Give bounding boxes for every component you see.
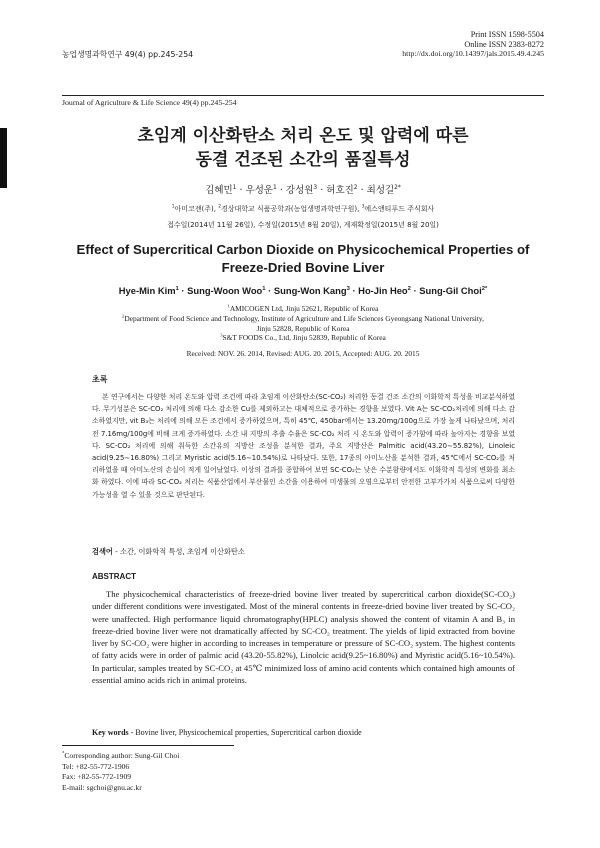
author-sup: 2* (481, 285, 488, 292)
header-rule (62, 95, 544, 96)
author-sup: 1 (175, 285, 179, 292)
print-issn: Print ISSN 1598-5504 (470, 30, 544, 39)
author-name: Sung-Woon Woo (187, 285, 263, 296)
keywords-label: 검색어 (92, 547, 113, 556)
keywords-label: Key words (92, 728, 129, 737)
aff-sup: 2 (218, 204, 221, 210)
author-name: Sung-Won Kang (273, 285, 347, 296)
journal-title-english: Journal of Agriculture & Life Science 49(4) pp.245-254 (62, 98, 237, 107)
author-name: 김혜민 (205, 185, 233, 196)
author-sup: 1 (232, 184, 237, 191)
author-sup: 2 (353, 184, 358, 191)
english-affiliations (62, 304, 544, 343)
korean-title (62, 124, 544, 172)
aff-text: 에스앤티푸드 주식회사 (364, 205, 435, 213)
keywords-text: - 소간, 이화학적 특성, 초임계 이산화탄소 (112, 547, 245, 556)
english-keywords (92, 728, 362, 737)
corresponding-author: *Corresponding author: Sung-Gil Choi (62, 751, 180, 760)
english-authors: Hye-Min Kim$^1$ · Sung-Woon Woo$^1$ · Sung-Won Kang$^3$ · Ho-Jin Heo$^2$ · Sung-Gil Choi$^{2*}$ (118, 285, 488, 296)
affiliation-2-cont: Jinju 52828, Republic of Korea (256, 323, 350, 333)
author-sup: 3 (346, 285, 350, 292)
english-title-line2: Freeze-Dried Bovine Liver (221, 260, 385, 275)
author-name: 최성길 (366, 185, 395, 196)
author-sup: 2 (407, 285, 411, 292)
affiliation-2: $^2$Department of Food Science and Technology, Institute of Agriculture and Life Sciences Gyeongsang National University, (122, 313, 484, 323)
author-name: 강성원 (285, 185, 314, 196)
author-name: 우성운 (245, 185, 274, 196)
footnote-email[interactable]: E-mail: sgchoi@gnu.ac.kr (62, 782, 142, 792)
affiliation-3: $^3$S&T FOODS Co., Ltd, Jinju 52839, Republic of Korea (220, 332, 386, 343)
korean-abstract-heading: 초록 (92, 375, 108, 384)
journal-header (62, 49, 544, 60)
aff-text: 경상대학교 식품공학과(농업생명과학연구원), (221, 205, 362, 213)
author-name: Hye-Min Kim (118, 285, 176, 296)
aff-sup: 1 (171, 204, 175, 210)
korean-title-line2: 동결 건조된 소간의 품질특성 (195, 150, 411, 170)
korean-dates: 접수일(2014년 11월 26일), 수정일(2015년 8월 20일), 게재확정일(2015년 8월 20일) (167, 221, 439, 229)
doi-link[interactable]: http://dx.doi.org/10.14397/jals.2015.49.4.245 (402, 49, 544, 58)
english-dates: Received: NOV. 26. 2014, Revised: AUG. 20. 2015, Accepted: AUG. 20. 2015 (186, 349, 420, 358)
english-abstract-heading: ABSTRACT (92, 572, 136, 581)
affiliation-1: $^1$AMICOGEN Ltd, Jinju 52621, Republic of Korea (227, 303, 379, 313)
korean-authors: 김혜민$^1$ · 우성운$^1$ · 강성원$^3$ · 허호진$^2$ · 최성길$^{2*}$ (205, 184, 401, 196)
online-issn: Online ISSN 2383-8272 (464, 40, 544, 50)
side-marker (0, 128, 7, 188)
korean-title-line1: 초임계 이산화탄소 처리 온도 및 압력에 따른 (137, 126, 469, 146)
korean-abstract: 본 연구에서는 다양한 처리 온도와 압력 조건에 따라 초임계 이산화탄소(SC-CO₂) 처리한 동결 건조 소간의 이화학적 특성을 비교분석하였다. 무기성분은 SC-CO₂ 처리에 의해 다소 감소한 Cu를 제외하고는 대체적으로 증가하는 경향을 보였다. Vit A는 SC-CO₂처리에 의해 다소 감소하였지만, vit B₃는 처리에 의해 모든 조건에서 증가하였으며, 특히 45℃, 450bar에서는 13.20mg/100g으로 가장 높게 나타났으며, 처리 전 7.16mg/100g에 비해 크게 증가하였다. 소간 내 지방의 추출 수율은 SC-CO₂ 처리 시 온도와 압력이 증가함에 따라 높아지는 경향을 보였다. SC-CO₂ 처리에 의해 취득한 소간유의 지방산 조성을 분석한 결과, 주요 지방산은 Palmitic acid(43.20∼55.82%), Linoleic acid(9.25∼16.80%) 그리고 Myristic acid(5.16∼10.54%)로 나타났다. 또한, 17종의 아미노산을 분석한 결과, 45℃에서 SC-CO₂를 처리하였을 때 아미노산의 손실이 적게 일어났었다. 이상의 결과를 종합하여 보면 SC-CO₂는 낮은 수분함량에서도 이화학적 특성의 변화를 최소화 하였다. 이에 따라 SC-CO₂ 처리는 식품산업에서 부산물인 소간을 이용하여 미생물의 오염으로부터 안전한 고부가가치 식품으로써 다양한 가능성을 열 수 있을 것으로 판단된다. (92, 393, 515, 499)
author-sup: 1 (262, 285, 266, 292)
aff-sup: 3 (361, 204, 365, 210)
english-title (62, 241, 544, 277)
aff-text: 아미코젠(주), (174, 205, 219, 213)
author-sup: 3 (313, 184, 318, 191)
author-name: Ho-Jin Heo (358, 285, 408, 296)
footnote-tel: Tel: +82-55-772-1906 (62, 761, 130, 771)
issn-block (464, 30, 544, 51)
english-title-line1: Effect of Supercritical Carbon Dioxide on Physicochemical Properties of (76, 242, 530, 257)
footnote-fax: Fax: +82-55-772-1909 (62, 772, 132, 782)
author-name: 허호진 (326, 185, 354, 196)
english-abstract: The physicochemical characteristics of freeze-dried bovine liver treated by supercritical carbon dioxide(SC-CO₂) under different conditions were investigated. Most of the mineral contents in freeze-dried bovine liver treated by SC-CO₂ were unaffected. High performance liquid chromatography(HPLC) analysis showed the content of vitamin A and B₃ in freeze-dried bovine liver were not dramatically affected by SC-CO₂ treatment. The yields of lipid extracted from bovine liver by SC-CO₂ were higher in according to increases in temperature or pressure of SC-CO₂ system. The highest contents of fatty acids were in order of palmic acid (43.20-55.82%), Linolcic acid(9.25~16.80%) and Myristic acid(5.16~10.54%). In particular, samples treated by SC-CO₂ at 45℃ minimized loss of amino acid contents which contained high amounts of essential amino acids rich in animal proteins. (92, 589, 515, 686)
author-sup: 1 (273, 184, 277, 191)
korean-keywords (92, 547, 245, 557)
footnote (62, 751, 179, 793)
korean-affiliations (62, 204, 544, 214)
journal-title-korean: 농업생명과학연구 49(4) pp.245-254 (62, 50, 194, 59)
footnote-rule (62, 745, 234, 746)
author-sup: 2* (394, 184, 401, 191)
author-name: Sung-Gil Choi (419, 285, 482, 296)
keywords-text: - Bovine liver, Physicochemical properties, Supercritical carbon dioxide (128, 728, 362, 737)
